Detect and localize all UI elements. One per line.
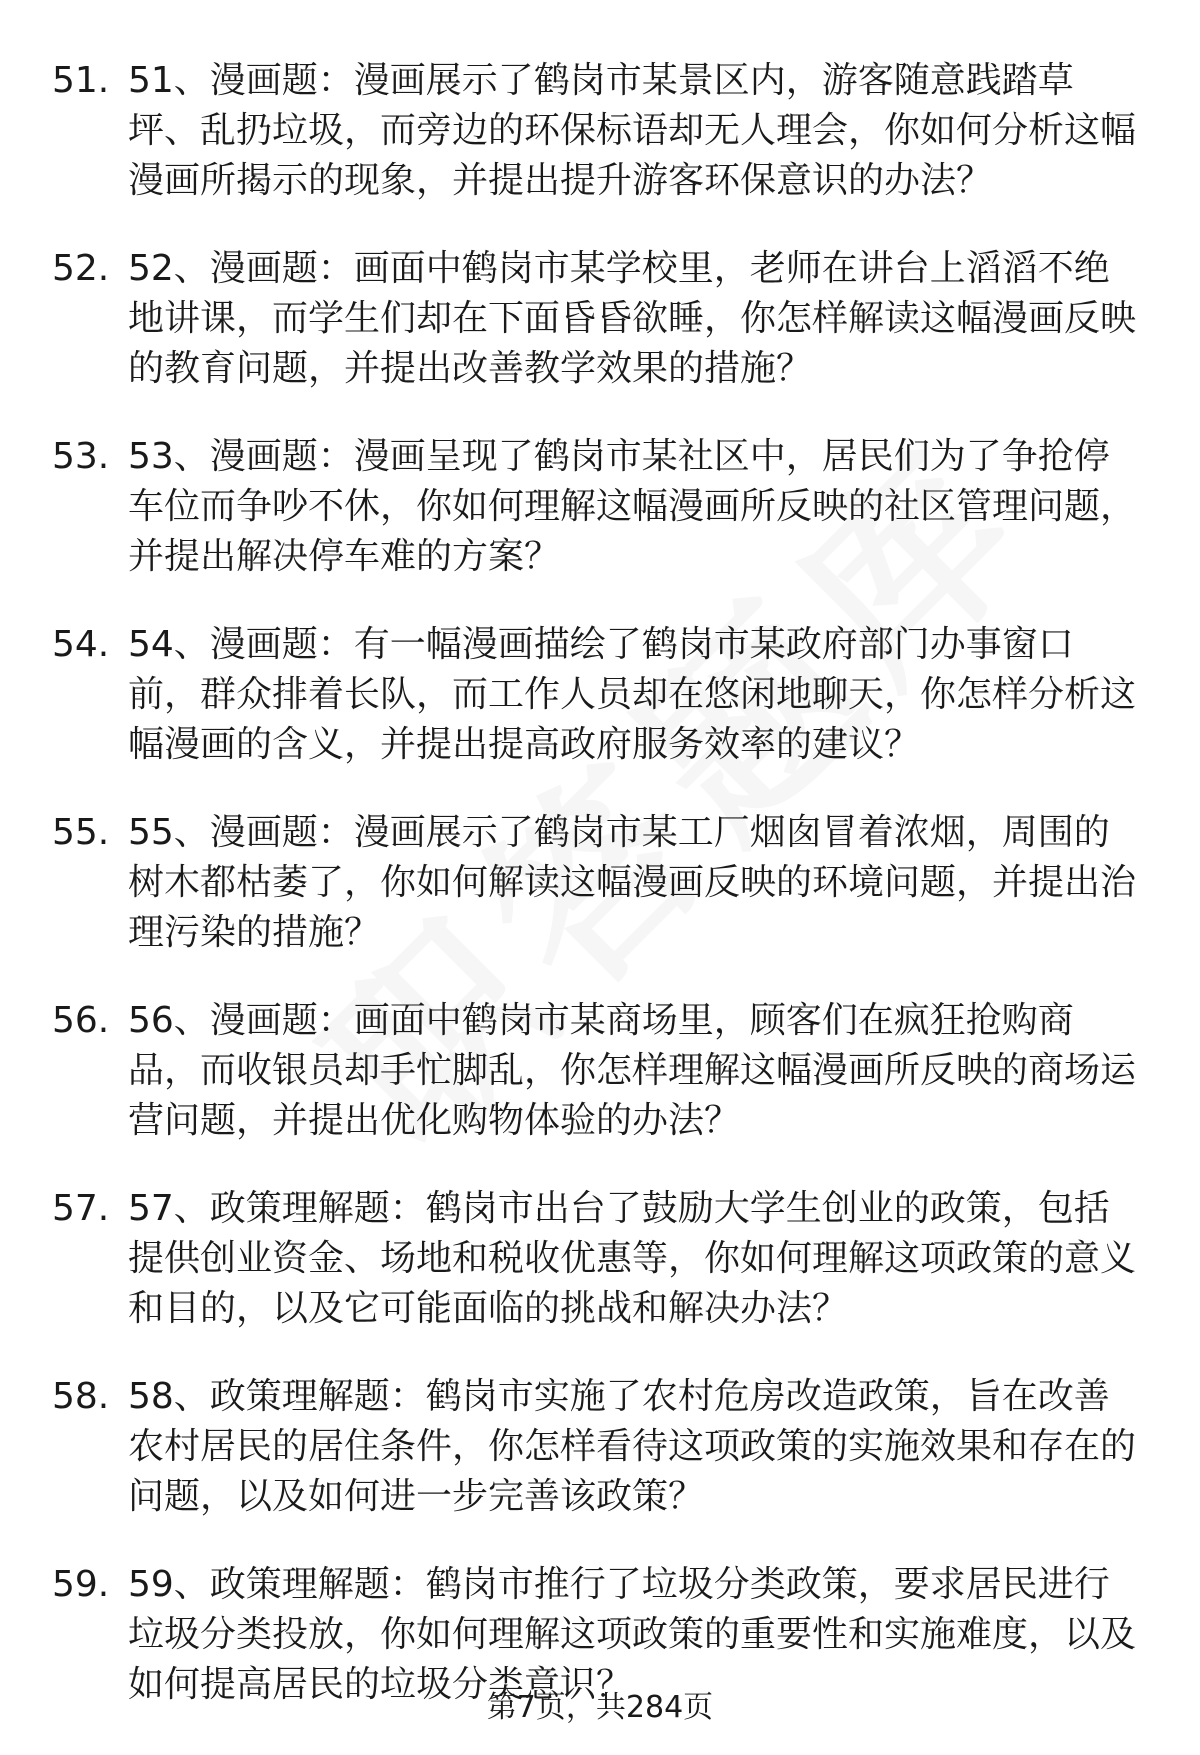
list-item	[52, 432, 1142, 582]
question-number: 58.	[52, 1376, 110, 1417]
list-item	[52, 56, 1142, 206]
question-number: 57.	[52, 1188, 110, 1229]
question-number: 52.	[52, 248, 110, 289]
question-text: 51、漫画题：漫画展示了鹤岗市某景区内，游客随意践踏草坪、乱扔垃圾，而旁边的环保标语却无人理会，你如何分析这幅漫画所揭示的现象，并提出提升游客环保意识的办法？	[128, 60, 1137, 201]
question-text: 55、漫画题：漫画展示了鹤岗市某工厂烟囱冒着浓烟，周围的树木都枯萎了，你如何解读这幅漫画反映的环境问题，并提出治理污染的措施？	[128, 812, 1137, 953]
question-number: 54.	[52, 624, 110, 665]
list-item	[52, 1184, 1142, 1334]
question-number: 55.	[52, 812, 110, 853]
question-text: 52、漫画题：画面中鹤岗市某学校里，老师在讲台上滔滔不绝地讲课，而学生们却在下面昏昏欲睡，你怎样解读这幅漫画反映的教育问题，并提出改善教学效果的措施？	[128, 248, 1137, 389]
question-number: 59.	[52, 1564, 110, 1605]
question-number: 53.	[52, 436, 110, 477]
question-text: 54、漫画题：有一幅漫画描绘了鹤岗市某政府部门办事窗口前，群众排着长队，而工作人员却在悠闲地聊天，你怎样分析这幅漫画的含义，并提出提高政府服务效率的建议？	[128, 624, 1137, 765]
list-item	[52, 620, 1142, 770]
question-number: 51.	[52, 60, 110, 101]
question-list	[52, 56, 1142, 1748]
question-text: 57、政策理解题：鹤岗市出台了鼓励大学生创业的政策，包括提供创业资金、场地和税收优惠等，你如何理解这项政策的意义和目的，以及它可能面临的挑战和解决办法？	[128, 1188, 1137, 1329]
list-item	[52, 808, 1142, 958]
list-item	[52, 996, 1142, 1146]
page-footer: 第7页，共284页	[486, 1690, 714, 1725]
question-text: 59、政策理解题：鹤岗市推行了垃圾分类政策，要求居民进行垃圾分类投放，你如何理解这项政策的重要性和实施难度，以及如何提高居民的垃圾分类意识？	[128, 1564, 1137, 1705]
question-text: 56、漫画题：画面中鹤岗市某商场里，顾客们在疯狂抢购商品，而收银员却手忙脚乱，你怎样理解这幅漫画所反映的商场运营问题，并提出优化购物体验的办法？	[128, 1000, 1137, 1141]
list-item	[52, 1372, 1142, 1522]
question-text: 53、漫画题：漫画呈现了鹤岗市某社区中，居民们为了争抢停车位而争吵不休，你如何理解这幅漫画所反映的社区管理问题，并提出解决停车难的方案？	[128, 436, 1137, 577]
question-text: 58、政策理解题：鹤岗市实施了农村危房改造政策，旨在改善农村居民的居住条件，你怎样看待这项政策的实施效果和存在的问题，以及如何进一步完善该政策？	[128, 1376, 1137, 1517]
list-item	[52, 244, 1142, 394]
question-number: 56.	[52, 1000, 110, 1041]
